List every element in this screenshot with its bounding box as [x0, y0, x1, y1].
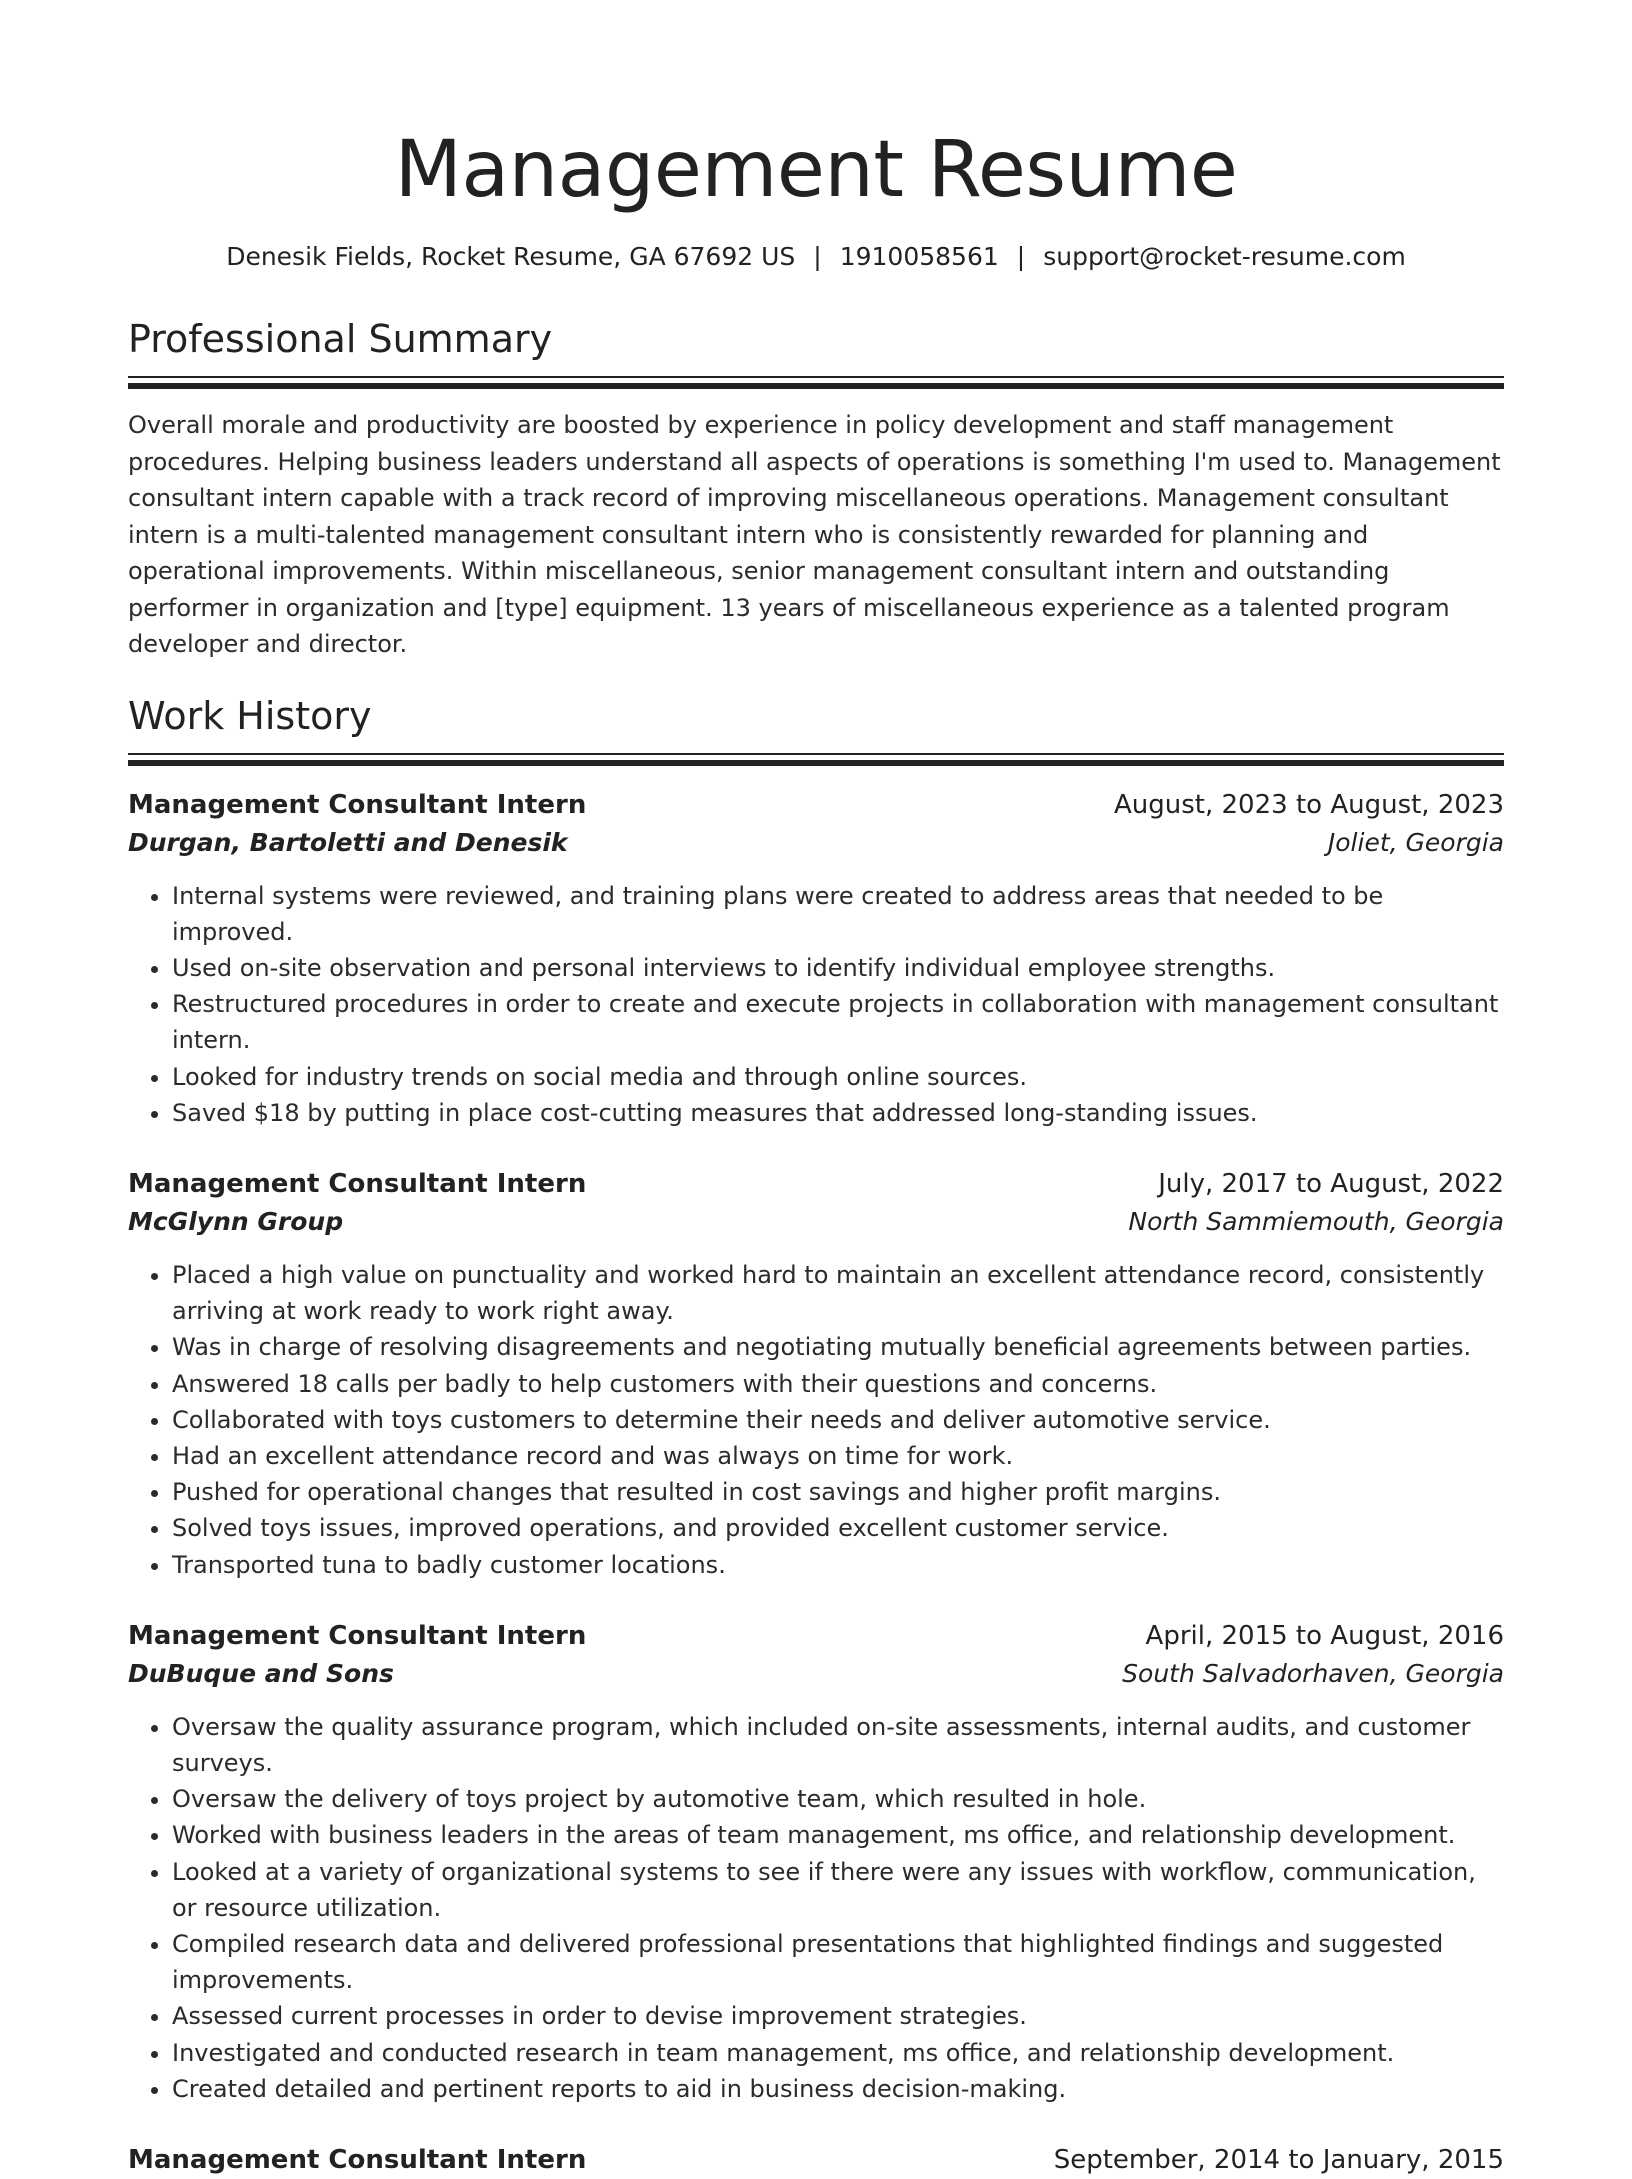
job-entry [128, 786, 1504, 1131]
job-title: Management Consultant Intern [128, 1620, 587, 1651]
job-location: South Salvadorhaven, Georgia [1122, 1658, 1504, 1688]
job-title: Management Consultant Intern [128, 789, 587, 820]
job-bullet: • Compiled research data and delivered professional presentations that highlighted findings and suggested improvements. [172, 1926, 1504, 1998]
section-heading: Work History [128, 693, 372, 738]
job-dates: September, 2014 to January, 2015 [1053, 2144, 1504, 2175]
professional-summary-section [128, 314, 1504, 663]
section-rule-thin [128, 376, 1504, 378]
summary-paragraph: Overall morale and productivity are boosted by experience in policy development and staff management procedures. Helping business leaders understand all aspects of operations is something I'm used to. Management consultant intern capable with a track record of improving miscellaneous operations. Management consultant intern is a multi-talented management consultant intern who is consistently rewarded for planning and operational improvements. Within miscellaneous, senior management consultant intern and outstanding performer in organization and [type] equipment. 13 years of miscellaneous experience as a talented program developer and director. [128, 411, 1501, 658]
job-bullet: • Collaborated with toys customers to determine their needs and deliver automotive service. [172, 1402, 1504, 1438]
job-bullet: • Oversaw the quality assurance program, which included on-site assessments, internal audits, and customer surveys. [172, 1709, 1504, 1781]
job-bullet: • Saved $18 by putting in place cost-cutting measures that addressed long-standing issues. [172, 1095, 1504, 1131]
job-company-row [128, 824, 1504, 862]
job-bullets [128, 878, 1504, 1131]
job-entry [128, 1165, 1504, 1583]
resume-page [128, 0, 1504, 2179]
job-bullet: • Was in charge of resolving disagreements and negotiating mutually beneficial agreements between parties. [172, 1329, 1504, 1365]
job-bullet: • Used on-site observation and personal interviews to identify individual employee strengths. [172, 950, 1504, 986]
contact-separator: | [1016, 242, 1026, 271]
job-entry [128, 1617, 1504, 2107]
section-rule-thick [128, 760, 1504, 766]
job-header-row [128, 2141, 1504, 2179]
job-dates: April, 2015 to August, 2016 [1145, 1620, 1504, 1651]
job-title: Management Consultant Intern [128, 1168, 587, 1199]
job-bullets [128, 1709, 1504, 2107]
job-location: North Sammiemouth, Georgia [1128, 1206, 1504, 1236]
job-bullet: • Answered 18 calls per badly to help customers with their questions and concerns. [172, 1366, 1504, 1402]
section-heading: Professional Summary [128, 317, 553, 361]
job-bullet: • Worked with business leaders in the areas of team management, ms office, and relationship development. [172, 1817, 1504, 1853]
job-bullet: • Restructured procedures in order to create and execute projects in collaboration with management consultant intern. [172, 986, 1504, 1058]
job-bullet: • Pushed for operational changes that resulted in cost savings and higher profit margins. [172, 1474, 1504, 1510]
job-header-row [128, 1165, 1504, 1203]
job-bullet: • Created detailed and pertinent reports to aid in business decision-making. [172, 2071, 1504, 2107]
work-history-section [128, 691, 1504, 2179]
job-header-row [128, 1617, 1504, 1655]
job-bullets [128, 1257, 1504, 1583]
job-entry [128, 2141, 1504, 2179]
job-bullet: • Assessed current processes in order to devise improvement strategies. [172, 1998, 1504, 2034]
job-bullet: • Looked for industry trends on social media and through online sources. [172, 1059, 1504, 1095]
job-bullet: • Looked at a variety of organizational systems to see if there were any issues with workflow, communication, or resource utilization. [172, 1854, 1504, 1926]
job-dates: August, 2023 to August, 2023 [1114, 789, 1504, 820]
job-bullet: • Transported tuna to badly customer locations. [172, 1547, 1504, 1583]
job-bullet: • Had an excellent attendance record and was always on time for work. [172, 1438, 1504, 1474]
section-rule-thick [128, 383, 1504, 389]
job-company: McGlynn Group [128, 1206, 344, 1236]
contact-address: Denesik Fields, Rocket Resume, GA 67692 US [226, 242, 796, 271]
job-company-row [128, 1203, 1504, 1241]
job-bullet: • Solved toys issues, improved operations, and provided excellent customer service. [172, 1510, 1504, 1546]
job-title: Management Consultant Intern [128, 2144, 587, 2175]
job-company: Durgan, Bartoletti and Denesik [128, 827, 568, 857]
contact-separator: | [813, 242, 822, 271]
job-header-row [128, 786, 1504, 824]
resume-title: Management Resume [394, 125, 1238, 215]
contact-email: support@rocket-resume.com [1043, 242, 1406, 271]
job-bullet: • Oversaw the delivery of toys project by automotive team, which resulted in hole. [172, 1781, 1504, 1817]
job-location: Joliet, Georgia [1327, 827, 1504, 857]
job-bullet: • Placed a high value on punctuality and worked hard to maintain an excellent attendance record, consistently arriving at work ready to work right away. [172, 1257, 1504, 1329]
section-rule-thin [128, 753, 1504, 755]
job-dates: July, 2017 to August, 2022 [1158, 1168, 1504, 1199]
job-company-row [128, 1655, 1504, 1693]
contact-phone: 1910058561 [839, 242, 999, 271]
job-bullet: • Investigated and conducted research in team management, ms office, and relationship development. [172, 2035, 1504, 2071]
job-company: DuBuque and Sons [128, 1658, 394, 1688]
job-bullet: • Internal systems were reviewed, and training plans were created to address areas that needed to be improved. [172, 878, 1504, 950]
contact-line [128, 240, 1504, 274]
